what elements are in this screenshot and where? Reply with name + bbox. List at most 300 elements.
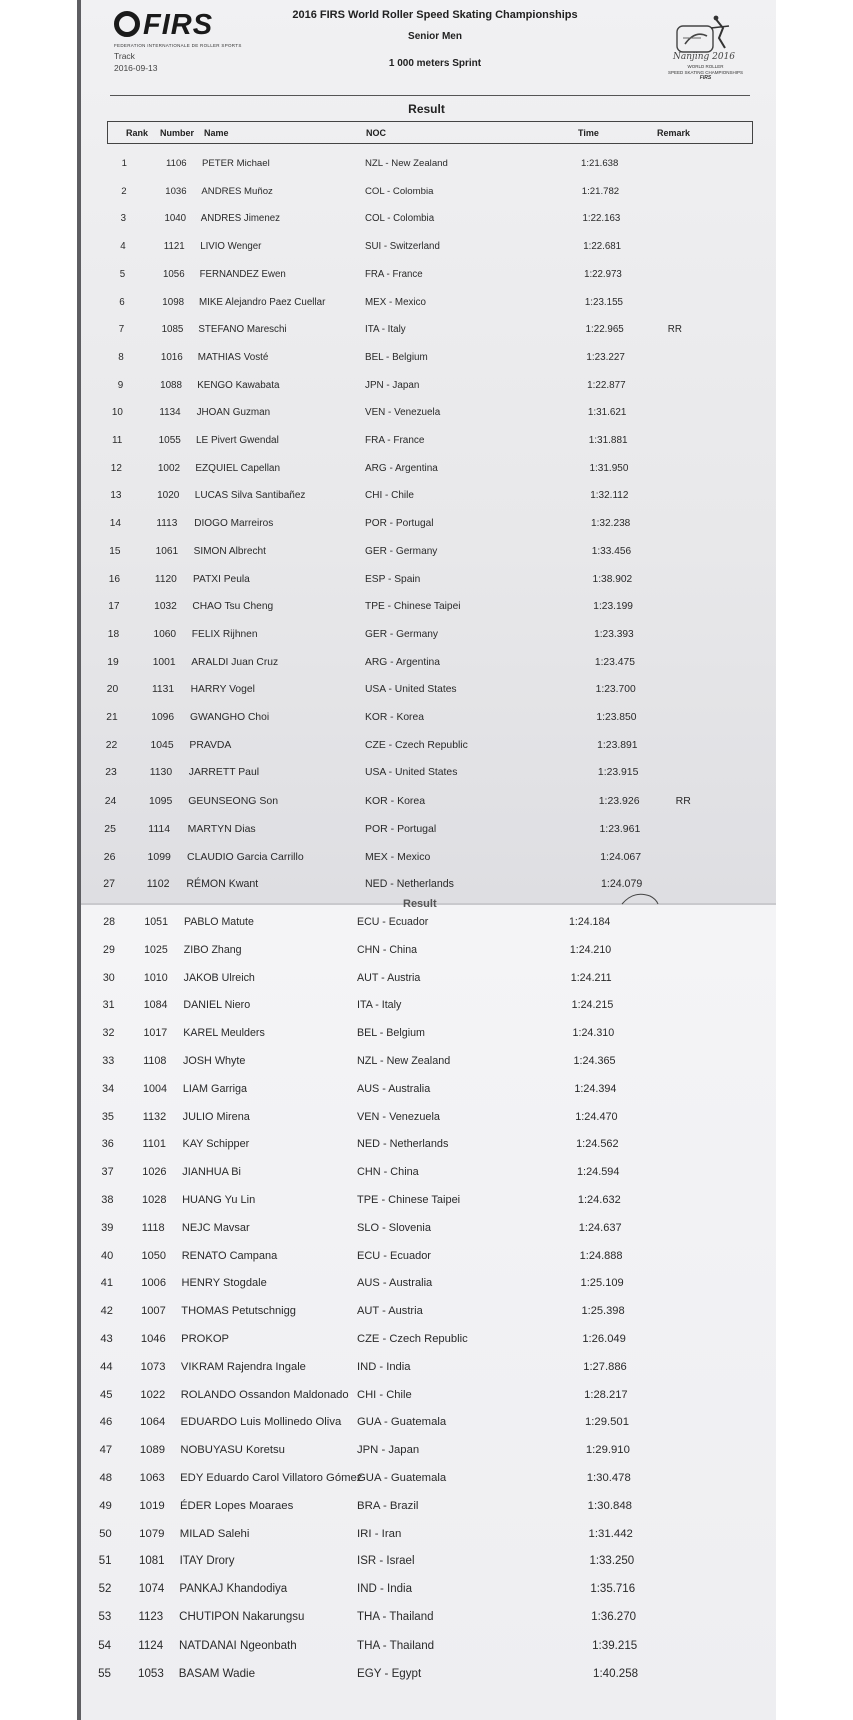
name-cell: ÉDER Lopes Moaraes [179, 1499, 294, 1512]
table-row [0, 518, 853, 534]
number-cell: 1088 [160, 379, 183, 391]
table-row [0, 944, 853, 960]
number-cell: 1121 [163, 241, 185, 253]
rank-cell: 33 [102, 1055, 115, 1067]
time-cell: 1:38.902 [592, 573, 633, 585]
col-time: Time [578, 128, 599, 138]
number-cell: 1026 [142, 1166, 167, 1179]
column-header-row [107, 121, 753, 144]
noc-cell: JPN - Japan [365, 379, 420, 391]
number-cell: 1101 [142, 1138, 166, 1151]
time-cell: 1:39.215 [592, 1638, 638, 1652]
number-cell: 1120 [154, 573, 177, 585]
table-row [0, 823, 853, 839]
table-row [0, 352, 853, 368]
table-row [0, 1250, 853, 1266]
time-cell: 1:24.210 [569, 943, 612, 956]
name-cell: JULIO Mirena [182, 1110, 250, 1123]
time-cell: 1:25.398 [581, 1305, 625, 1318]
noc-cell: GUA - Guatemala [357, 1416, 447, 1429]
time-cell: 1:31.621 [587, 407, 627, 419]
table-row [0, 712, 853, 728]
col-rank: Rank [126, 128, 149, 138]
name-cell: PATXI Peula [193, 573, 250, 585]
result-title: Result [408, 102, 445, 116]
time-cell: 1:23.915 [597, 767, 639, 779]
time-cell: 1:23.926 [598, 795, 640, 808]
name-cell: GWANGHO Choi [190, 712, 270, 723]
table-row [0, 1555, 853, 1571]
rank-cell: 49 [99, 1499, 112, 1512]
number-cell: 1132 [142, 1110, 167, 1123]
rank-cell: 48 [99, 1472, 113, 1484]
time-cell: 1:28.217 [584, 1388, 628, 1401]
noc-cell: MEX - Mexico [365, 296, 426, 308]
firs-logo [114, 9, 264, 53]
name-cell: LE Pivert Gwendal [196, 435, 279, 446]
number-cell: 1081 [138, 1555, 165, 1568]
table-row [0, 767, 853, 783]
rank-cell: 9 [117, 379, 124, 391]
noc-cell: CZE - Czech Republic [357, 1333, 468, 1345]
table-row [0, 435, 853, 451]
table-row [0, 1083, 853, 1099]
table-row [0, 1055, 853, 1071]
table-row [0, 1667, 853, 1683]
name-cell: ANDRES Muñoz [201, 185, 273, 197]
rank-cell: 3 [120, 213, 127, 225]
name-cell: ROLANDO Ossandon Maldonado [180, 1388, 349, 1401]
noc-cell: KOR - Korea [365, 795, 426, 808]
name-cell: JAKOB Ulreich [183, 971, 255, 984]
rank-cell: 4 [120, 241, 126, 253]
number-cell: 1002 [157, 462, 181, 474]
name-cell: NEJC Mavsar [181, 1221, 250, 1234]
col-number: Number [160, 128, 195, 138]
rank-cell: 35 [101, 1110, 114, 1123]
noc-cell: THA - Thailand [357, 1611, 434, 1623]
number-cell: 1130 [149, 767, 173, 779]
noc-cell: NZL - New Zealand [357, 1055, 451, 1067]
name-cell: PANKAJ Khandodiya [179, 1583, 288, 1596]
name-cell: MIKE Alejandro Paez Cuellar [199, 296, 326, 308]
noc-cell: FRA - France [365, 268, 423, 280]
time-cell: 1:24.394 [574, 1082, 617, 1095]
number-cell: 1055 [158, 435, 181, 446]
rank-cell: 5 [119, 268, 126, 280]
firs-ring-icon [114, 11, 140, 37]
name-cell: PETER Michael [202, 158, 270, 169]
time-cell: 1:30.478 [586, 1472, 631, 1484]
rank-cell: 38 [101, 1194, 114, 1206]
time-cell: 1:24.562 [576, 1138, 619, 1151]
col-name: Name [204, 128, 229, 138]
number-cell: 1046 [140, 1333, 166, 1345]
rank-cell: 11 [111, 435, 123, 446]
number-cell: 1114 [148, 822, 171, 835]
noc-cell: JPN - Japan [357, 1444, 420, 1457]
noc-cell: TPE - Chinese Taipei [365, 601, 461, 613]
time-cell: 1:30.848 [587, 1499, 632, 1512]
time-cell: 1:26.049 [582, 1333, 626, 1345]
table-row [0, 324, 853, 340]
table-row [0, 463, 853, 479]
table-row [0, 1500, 853, 1516]
name-cell: JOSH Whyte [183, 1055, 246, 1067]
number-cell: 1007 [141, 1305, 166, 1318]
name-cell: SIMON Albrecht [193, 545, 266, 557]
time-cell: 1:24.067 [600, 850, 642, 863]
rank-cell: 42 [100, 1305, 113, 1318]
rank-cell: 28 [103, 916, 115, 928]
table-row [0, 629, 853, 645]
table-row [0, 1277, 853, 1293]
time-cell: 1:24.470 [575, 1110, 618, 1123]
time-cell: 1:22.163 [582, 213, 621, 225]
name-cell: PABLO Matute [184, 916, 254, 928]
noc-cell: GUA - Guatemala [357, 1472, 447, 1484]
bleed-through-result-label: Result [403, 898, 437, 910]
number-cell: 1098 [162, 296, 185, 308]
number-cell: 1028 [142, 1194, 167, 1206]
table-row [0, 380, 853, 396]
discipline-label: Track [114, 51, 135, 61]
name-cell: BASAM Wadie [178, 1666, 256, 1680]
rank-cell: 23 [105, 767, 117, 779]
number-cell: 1060 [153, 628, 177, 640]
number-cell: 1016 [160, 351, 183, 363]
rank-cell: 46 [99, 1416, 113, 1429]
noc-cell: COL - Colombia [365, 213, 435, 225]
number-cell: 1020 [157, 490, 180, 502]
time-cell: 1:24.215 [571, 999, 614, 1012]
time-cell: 1:23.961 [599, 822, 641, 835]
noc-cell: CHI - Chile [357, 1388, 412, 1401]
rank-cell: 36 [101, 1138, 114, 1151]
name-cell: GEUNSEONG Son [188, 795, 279, 808]
rank-cell: 26 [103, 850, 116, 863]
name-cell: HUANG Yu Lin [182, 1194, 256, 1206]
time-cell: 1:24.184 [569, 916, 611, 928]
rank-cell: 39 [101, 1221, 114, 1234]
time-cell: 1:36.270 [591, 1611, 636, 1623]
time-cell: 1:23.393 [594, 628, 634, 640]
number-cell: 1056 [163, 268, 185, 280]
time-cell: 1:24.310 [572, 1027, 615, 1040]
number-cell: 1010 [143, 971, 168, 984]
noc-cell: SUI - Switzerland [365, 241, 440, 253]
time-cell: 1:22.973 [584, 268, 622, 280]
table-row [0, 297, 853, 313]
number-cell: 1022 [140, 1388, 166, 1401]
name-cell: PROKOP [181, 1333, 229, 1345]
name-cell: THOMAS Petutschnigg [181, 1305, 296, 1318]
time-cell: 1:24.632 [577, 1194, 621, 1206]
time-cell: 1:23.850 [596, 712, 637, 723]
table-row [0, 795, 853, 811]
noc-cell: TPE - Chinese Taipei [357, 1194, 461, 1206]
rank-cell: 19 [107, 656, 119, 668]
time-cell: 1:24.079 [601, 878, 643, 891]
firs-logo-text: FIRS [143, 9, 214, 41]
table-row [0, 1027, 853, 1043]
rank-cell: 1 [121, 158, 127, 169]
time-cell: 1:24.365 [573, 1055, 616, 1067]
remark-cell: RR [667, 324, 682, 336]
name-cell: CHUTIPON Nakarungsu [179, 1611, 305, 1623]
noc-cell: AUS - Australia [357, 1277, 433, 1290]
name-cell: LIVIO Wenger [200, 241, 262, 253]
table-row [0, 684, 853, 700]
noc-cell: BEL - Belgium [357, 1027, 425, 1040]
race-label: 1 000 meters Sprint [388, 58, 482, 69]
noc-cell: ESP - Spain [365, 573, 421, 585]
table-row [0, 1583, 853, 1599]
time-cell: 1:35.716 [590, 1583, 636, 1596]
noc-cell: VEN - Venezuela [365, 407, 441, 419]
name-cell: ARALDI Juan Cruz [191, 656, 279, 668]
number-cell: 1017 [143, 1027, 168, 1040]
table-row [0, 1389, 853, 1405]
name-cell: NOBUYASU Koretsu [180, 1444, 285, 1457]
number-cell: 1061 [155, 545, 179, 557]
time-cell: 1:23.155 [584, 296, 623, 308]
number-cell: 1118 [141, 1221, 165, 1234]
name-cell: KAREL Meulders [183, 1027, 265, 1040]
table-row [0, 1333, 853, 1349]
time-cell: 1:33.250 [589, 1555, 635, 1568]
table-row [0, 972, 853, 988]
time-cell: 1:29.910 [585, 1444, 630, 1457]
name-cell: EDY Eduardo Carol Villatoro Gómez [180, 1472, 363, 1484]
table-row [0, 546, 853, 562]
rank-cell: 22 [105, 739, 118, 751]
name-cell: JIANHUA Bi [182, 1166, 241, 1179]
name-cell: ANDRES Jimenez [200, 213, 280, 225]
table-row [0, 740, 853, 756]
time-cell: 1:23.199 [593, 601, 633, 613]
table-row [0, 1361, 853, 1377]
table-row [0, 601, 853, 617]
table-row [0, 213, 853, 229]
number-cell: 1004 [142, 1082, 167, 1095]
table-row [0, 186, 853, 202]
rank-cell: 14 [109, 518, 121, 530]
number-cell: 1051 [144, 916, 168, 928]
rank-cell: 29 [103, 943, 115, 956]
table-row [0, 1528, 853, 1544]
time-cell: 1:25.109 [580, 1277, 624, 1290]
time-cell: 1:32.238 [591, 518, 631, 530]
noc-cell: KOR - Korea [365, 712, 424, 723]
noc-cell: ECU - Ecuador [357, 1249, 431, 1262]
rank-cell: 43 [100, 1333, 113, 1345]
noc-cell: GER - Germany [365, 628, 439, 640]
event-logo-line1: WORLD ROLLER [687, 64, 724, 69]
noc-cell: CHI - Chile [365, 490, 414, 502]
name-cell: JARRETT Paul [188, 767, 260, 779]
number-cell: 1040 [164, 213, 187, 225]
noc-cell: USA - United States [365, 767, 458, 779]
name-cell: MILAD Salehi [179, 1527, 250, 1540]
noc-cell: ISR - Israel [357, 1555, 415, 1568]
number-cell: 1074 [138, 1583, 165, 1596]
noc-cell: NED - Netherlands [357, 1138, 449, 1151]
number-cell: 1006 [141, 1277, 166, 1290]
number-cell: 1096 [151, 712, 175, 723]
number-cell: 1032 [154, 601, 177, 613]
time-cell: 1:22.877 [587, 379, 626, 391]
table-row [0, 1611, 853, 1627]
name-cell: CHAO Tsu Cheng [192, 601, 274, 613]
number-cell: 1079 [139, 1527, 165, 1540]
time-cell: 1:23.891 [597, 739, 638, 751]
table-row [0, 1305, 853, 1321]
time-cell: 1:31.442 [588, 1527, 633, 1540]
noc-cell: VEN - Venezuela [357, 1110, 440, 1123]
number-cell: 1102 [146, 878, 170, 891]
rank-cell: 41 [100, 1277, 114, 1290]
rank-cell: 18 [107, 628, 120, 640]
name-cell: MATHIAS Vosté [197, 351, 269, 363]
name-cell: ITAY Drory [179, 1555, 235, 1568]
time-cell: 1:31.881 [588, 435, 628, 446]
time-cell: 1:33.456 [591, 545, 632, 557]
time-cell: 1:23.475 [594, 656, 635, 668]
time-cell: 1:31.950 [589, 462, 629, 474]
rank-cell: 6 [119, 296, 125, 308]
name-cell: EZQUIEL Capellan [195, 462, 281, 474]
col-remark: Remark [657, 128, 691, 138]
noc-cell: THA - Thailand [357, 1638, 435, 1652]
noc-cell: IRI - Iran [357, 1527, 402, 1540]
time-cell: 1:24.637 [578, 1221, 622, 1234]
rank-cell: 30 [102, 971, 115, 984]
firs-logo-tagline: FEDERATION INTERNATIONALE DE ROLLER SPORTS [114, 43, 242, 48]
noc-cell: COL - Colombia [365, 185, 434, 197]
rank-cell: 55 [98, 1666, 111, 1680]
noc-cell: AUT - Austria [357, 1305, 423, 1318]
name-cell: FELIX Rijhnen [191, 628, 258, 640]
pen-mark-icon [620, 890, 660, 906]
time-cell: 1:23.700 [595, 684, 636, 696]
time-cell: 1:27.886 [583, 1360, 627, 1373]
time-cell: 1:21.782 [581, 185, 620, 197]
number-cell: 1095 [149, 795, 173, 808]
noc-cell: CHN - China [357, 1166, 419, 1179]
table-row [0, 1138, 853, 1154]
name-cell: MARTYN Dias [187, 822, 256, 835]
event-date: 2016-09-13 [114, 63, 158, 73]
event-logo-line2: SPEED SKATING CHAMPIONSHIPS [668, 70, 743, 75]
rank-cell: 25 [104, 822, 116, 835]
table-row [0, 1166, 853, 1182]
remark-cell: RR [675, 795, 691, 808]
rank-cell: 20 [106, 684, 119, 696]
rank-cell: 24 [104, 795, 117, 808]
noc-cell: CZE - Czech Republic [365, 739, 468, 751]
noc-cell: CHN - China [357, 943, 418, 956]
rank-cell: 7 [118, 324, 125, 336]
noc-cell: ARG - Argentina [365, 656, 440, 668]
table-row [0, 1194, 853, 1210]
rank-cell: 40 [100, 1249, 114, 1262]
number-cell: 1113 [156, 518, 178, 530]
noc-cell: POR - Portugal [365, 822, 437, 835]
name-cell: PRAVDA [189, 739, 232, 751]
number-cell: 1063 [139, 1472, 165, 1484]
table-row [0, 657, 853, 673]
noc-cell: FRA - France [365, 435, 425, 446]
time-cell: 1:22.681 [583, 241, 622, 253]
rank-cell: 16 [108, 573, 121, 585]
name-cell: HENRY Stogdale [181, 1277, 267, 1290]
skater-emblem-icon [663, 14, 748, 54]
time-cell: 1:24.888 [579, 1249, 623, 1262]
rank-cell: 54 [98, 1638, 112, 1652]
name-cell: KENGO Kawabata [197, 379, 280, 391]
noc-cell: ITA - Italy [365, 324, 406, 336]
event-logo-script: Nanjing 2016 [673, 52, 736, 62]
number-cell: 1036 [165, 185, 187, 197]
name-cell: DIOGO Marreiros [194, 518, 274, 530]
rank-cell: 15 [109, 545, 121, 557]
table-row [0, 574, 853, 590]
name-cell: LUCAS Silva Santibañez [194, 490, 306, 502]
table-row [0, 1222, 853, 1238]
table-row [0, 916, 853, 932]
table-row [0, 241, 853, 257]
number-cell: 1050 [141, 1249, 167, 1262]
name-cell: ZIBO Zhang [183, 943, 242, 956]
number-cell: 1108 [143, 1055, 167, 1067]
name-cell: DANIEL Niero [183, 999, 251, 1012]
number-cell: 1134 [159, 407, 181, 419]
category-label: Senior Men [408, 31, 462, 42]
rank-cell: 31 [102, 999, 115, 1012]
name-cell: EDUARDO Luis Mollinedo Oliva [180, 1416, 342, 1429]
table-row [0, 878, 853, 894]
noc-cell: GER - Germany [365, 545, 438, 557]
rank-cell: 8 [118, 351, 124, 363]
rank-cell: 50 [99, 1527, 112, 1540]
table-row [0, 1111, 853, 1127]
col-noc: NOC [366, 128, 386, 138]
nanjing-2016-logo [663, 14, 748, 80]
table-row [0, 158, 853, 174]
name-cell: KAY Schipper [182, 1138, 250, 1151]
noc-cell: ARG - Argentina [365, 462, 438, 474]
table-row [0, 407, 853, 423]
number-cell: 1089 [139, 1444, 166, 1457]
table-row [0, 1416, 853, 1432]
rank-cell: 21 [106, 712, 118, 723]
noc-cell: MEX - Mexico [365, 850, 431, 863]
time-cell: 1:40.258 [593, 1666, 639, 1680]
rank-cell: 10 [111, 407, 123, 419]
number-cell: 1131 [151, 684, 175, 696]
rank-cell: 2 [121, 185, 127, 197]
name-cell: STEFANO Mareschi [198, 324, 287, 336]
championship-title: 2016 FIRS World Roller Speed Skating Championships [292, 9, 578, 21]
name-cell: CLAUDIO Garcia Carrillo [187, 850, 304, 863]
number-cell: 1123 [138, 1611, 164, 1623]
name-cell: HARRY Vogel [190, 684, 255, 696]
time-cell: 1:32.112 [590, 490, 629, 502]
table-row [0, 1472, 853, 1488]
noc-cell: NED - Netherlands [365, 878, 454, 891]
time-cell: 1:23.227 [586, 351, 625, 363]
